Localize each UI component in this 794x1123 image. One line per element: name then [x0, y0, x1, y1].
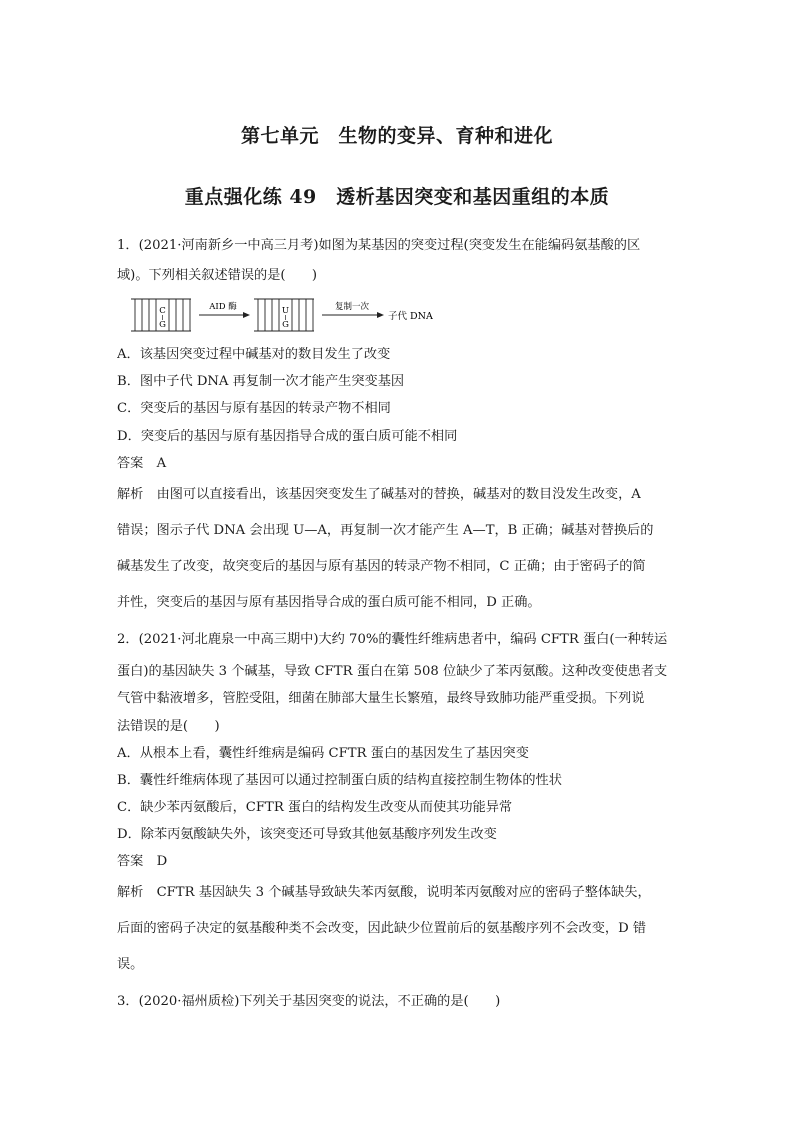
q2-analysis-line1	[117, 885, 677, 901]
q1-option-d: D．突变后的基因与原有基因指导合成的蛋白质可能不相同	[117, 429, 458, 444]
q1-diagram	[131, 296, 441, 336]
arrow2-head	[377, 312, 384, 318]
pair2-top-base: U	[281, 306, 290, 316]
q1-analysis-text1: 由图可以直接看出，该基因突变发生了碱基对的替换，碱基对的数目没发生改变，A	[156, 487, 641, 502]
pair2-bottom-base: G	[282, 320, 289, 330]
q3-stem: 3．(2020·福州质检)下列关于基因突变的说法，不正确的是( )	[117, 994, 501, 1009]
q1-analysis-label: 解析	[117, 487, 144, 502]
q1-answer-value: A	[156, 456, 167, 471]
q1-analysis-line4: 并性，突变后的基因与原有基因指导合成的蛋白质可能不相同，D 正确。	[117, 595, 541, 610]
q2-option-a: A．从根本上看，囊性纤维病是编码 CFTR 蛋白的基因发生了基因突变	[117, 746, 529, 761]
mutation-diagram	[131, 296, 441, 336]
q2-analysis-label: 解析	[117, 885, 144, 900]
q2-option-c: C．缺少苯丙氨酸后，CFTR 蛋白的结构发生改变从而使其功能异常	[117, 800, 513, 815]
pair1-top-base: C	[159, 306, 166, 316]
q1-analysis-line1	[117, 487, 677, 503]
q1-answer-label: 答案	[117, 456, 144, 471]
q2-stem-line3: 气管中黏液增多，管腔受阻，细菌在肺部大量生长繁殖，最终导致肺功能严重受损。下列说	[117, 691, 645, 706]
q2-stem-line4: 法错误的是( )	[117, 719, 220, 734]
q1-option-a: A．该基因突变过程中碱基对的数目发生了改变	[117, 347, 391, 362]
pair1-bottom-base: G	[159, 320, 166, 330]
q2-option-b: B．囊性纤维病体现了基因可以通过控制蛋白质的结构直接控制生物体的性状	[117, 773, 562, 788]
section-title: 重点强化练 49 透析基因突变和基因重组的本质	[184, 186, 610, 208]
q2-stem-line1: 2．(2021·河北鹿泉一中高三期中)大约 70%的囊性纤维病患者中，编码 CFTR 蛋白(一种转运	[117, 632, 668, 647]
q1-option-c: C．突变后的基因与原有基因的转录产物不相同	[117, 401, 391, 416]
q1-option-b: B．图中子代 DNA 再复制一次才能产生突变基因	[117, 374, 405, 389]
q1-stem-line2: 域)。下列相关叙述错误的是( )	[117, 268, 318, 283]
unit-title: 第七单元 生物的变异、育种和进化	[240, 125, 553, 147]
q2-analysis-line2: 后面的密码子决定的氨基酸种类不会改变，因此缺少位置前后的氨基酸序列不会改变，D 错	[117, 921, 647, 936]
arrow2-label: 复制一次	[334, 302, 370, 312]
q2-answer-label: 答案	[117, 854, 144, 869]
q2-option-d: D．除苯丙氨酸缺失外，该突变还可导致其他氨基酸序列发生改变	[117, 827, 497, 842]
result-label: 子代 DNA	[388, 311, 433, 322]
q1-answer	[117, 456, 677, 472]
q1-analysis-line2: 错误；图示子代 DNA 会出现 U—A，再复制一次才能产生 A—T，B 正确；碱基对替换后的	[117, 523, 654, 538]
arrow1-label: AID 酶	[209, 302, 237, 312]
q1-analysis-line3: 碱基发生了改变，故突变后的基因与原有基因的转录产物不相同，C 正确；由于密码子的简	[117, 559, 646, 574]
q2-answer	[117, 854, 677, 870]
q2-stem-line2: 蛋白)的基因缺失 3 个碱基，导致 CFTR 蛋白在第 508 位缺少了苯丙氨酸。这种改变使患者支	[117, 664, 668, 679]
q1-stem-line1: 1．(2021·河南新乡一中高三月考)如图为某基因的突变过程(突变发生在能编码氨基酸的区	[117, 238, 641, 253]
q2-answer-value: D	[156, 854, 168, 869]
arrow1-head	[243, 312, 250, 318]
q2-analysis-text1: CFTR 基因缺失 3 个碱基导致缺失苯丙氨酸，说明苯丙氨酸对应的密码子整体缺失，	[156, 885, 651, 900]
q2-analysis-line3: 误。	[117, 957, 144, 972]
